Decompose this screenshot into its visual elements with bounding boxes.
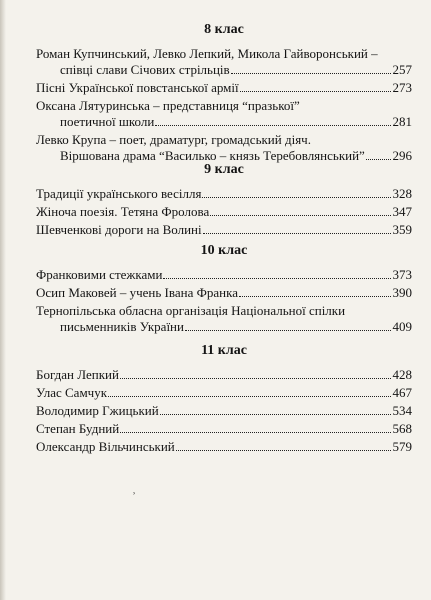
entry-title: Роман Купчинський, Левко Лепкий, Микола Гайворонський – xyxy=(36,46,378,61)
ink-mark: ˒ xyxy=(132,484,136,498)
toc-entry[interactable] xyxy=(36,303,412,335)
dot-leader xyxy=(120,378,391,379)
entry-line xyxy=(36,285,412,301)
toc-entry[interactable] xyxy=(36,186,412,202)
toc-section xyxy=(36,21,412,166)
dot-leader xyxy=(176,450,391,451)
toc-entry[interactable] xyxy=(36,80,412,96)
dot-leader xyxy=(163,278,390,279)
section-heading: 11 клас xyxy=(201,343,247,358)
entry-title: Віршована драма “Василько – князь Теребовлянський” xyxy=(60,148,365,163)
page-edge-shadow xyxy=(0,0,6,600)
entry-line xyxy=(36,385,412,401)
entry-title: Франковими стежками xyxy=(36,267,163,282)
section-heading: 10 клас xyxy=(200,243,248,258)
entry-title: Левко Крупа – поет, драматург, громадський діяч. xyxy=(36,132,311,147)
toc-entry[interactable] xyxy=(36,421,412,437)
entry-title: Оксана Лятуринська – представниця “празької” xyxy=(36,98,300,113)
page-number: 328 xyxy=(392,186,412,201)
entry-title: Степан Будний xyxy=(36,421,120,436)
dot-leader xyxy=(160,414,391,415)
entry-title: Олександр Вільчинський xyxy=(36,439,175,454)
page-number: 296 xyxy=(392,148,412,163)
toc-entry[interactable] xyxy=(36,132,412,164)
toc-entry[interactable] xyxy=(36,46,412,78)
toc-entry[interactable] xyxy=(36,222,412,238)
entry-line xyxy=(36,114,412,130)
dot-leader xyxy=(120,432,390,433)
entry-title: письменників України xyxy=(60,319,184,334)
entry-title: Традиції українського весілля xyxy=(36,186,202,201)
toc-entry[interactable] xyxy=(36,439,412,455)
entry-title: співці слави Січових стрільців xyxy=(60,62,230,77)
toc-entry[interactable] xyxy=(36,98,412,130)
entry-line xyxy=(36,98,412,114)
entry-title: Тернопільська обласна організація Національної спілки xyxy=(36,303,346,318)
entry-line xyxy=(36,204,412,220)
entry-line xyxy=(36,80,412,96)
page-number: 428 xyxy=(392,367,412,382)
dot-leader xyxy=(108,396,390,397)
page-number: 579 xyxy=(392,439,412,454)
page-number: 273 xyxy=(392,80,412,95)
page-number: 467 xyxy=(392,385,412,400)
entry-line xyxy=(36,319,412,335)
dot-leader xyxy=(231,73,391,74)
page-number: 257 xyxy=(392,62,412,77)
toc-entry[interactable] xyxy=(36,204,412,220)
dot-leader xyxy=(202,197,390,198)
page-number: 409 xyxy=(392,319,412,334)
toc-section xyxy=(36,342,412,457)
entry-title: Володимир Гжицький xyxy=(36,403,159,418)
section-heading: 9 клас xyxy=(204,162,244,177)
toc-section xyxy=(36,242,412,337)
dot-leader xyxy=(155,125,390,126)
entry-title: Осип Маковей – учень Івана Франка xyxy=(36,285,238,300)
entry-line xyxy=(36,46,412,62)
entry-line xyxy=(36,62,412,78)
page-number: 359 xyxy=(392,222,412,237)
toc-entry[interactable] xyxy=(36,267,412,283)
page-number: 568 xyxy=(392,421,412,436)
page-number: 390 xyxy=(392,285,412,300)
entry-title: поетичної школи xyxy=(60,114,155,129)
toc-entry[interactable] xyxy=(36,285,412,301)
entry-line xyxy=(36,439,412,455)
toc-entry[interactable] xyxy=(36,385,412,401)
dot-leader xyxy=(240,91,391,92)
dot-leader xyxy=(239,296,391,297)
dot-leader xyxy=(366,159,391,160)
entry-title: Богдан Лепкий xyxy=(36,367,119,382)
page-number: 347 xyxy=(392,204,412,219)
toc-section xyxy=(36,161,412,240)
entry-line xyxy=(36,222,412,238)
entry-line xyxy=(36,186,412,202)
entry-line xyxy=(36,421,412,437)
page-number: 373 xyxy=(392,267,412,282)
dot-leader xyxy=(203,233,391,234)
dot-leader xyxy=(210,215,390,216)
page-number: 534 xyxy=(392,403,412,418)
toc-entry[interactable] xyxy=(36,403,412,419)
entry-title: Шевченкові дороги на Волині xyxy=(36,222,202,237)
entry-line xyxy=(36,132,412,148)
dot-leader xyxy=(185,330,391,331)
entry-line xyxy=(36,267,412,283)
section-heading: 8 клас xyxy=(204,22,244,37)
entry-title: Улас Самчук xyxy=(36,385,108,400)
entry-line xyxy=(36,367,412,383)
page-number: 281 xyxy=(392,114,412,129)
entry-title: Пісні Української повстанської армії xyxy=(36,80,239,95)
entry-line xyxy=(36,303,412,319)
entry-title: Жіноча поезія. Тетяна Фролова xyxy=(36,204,210,219)
toc-entry[interactable] xyxy=(36,367,412,383)
entry-line xyxy=(36,403,412,419)
